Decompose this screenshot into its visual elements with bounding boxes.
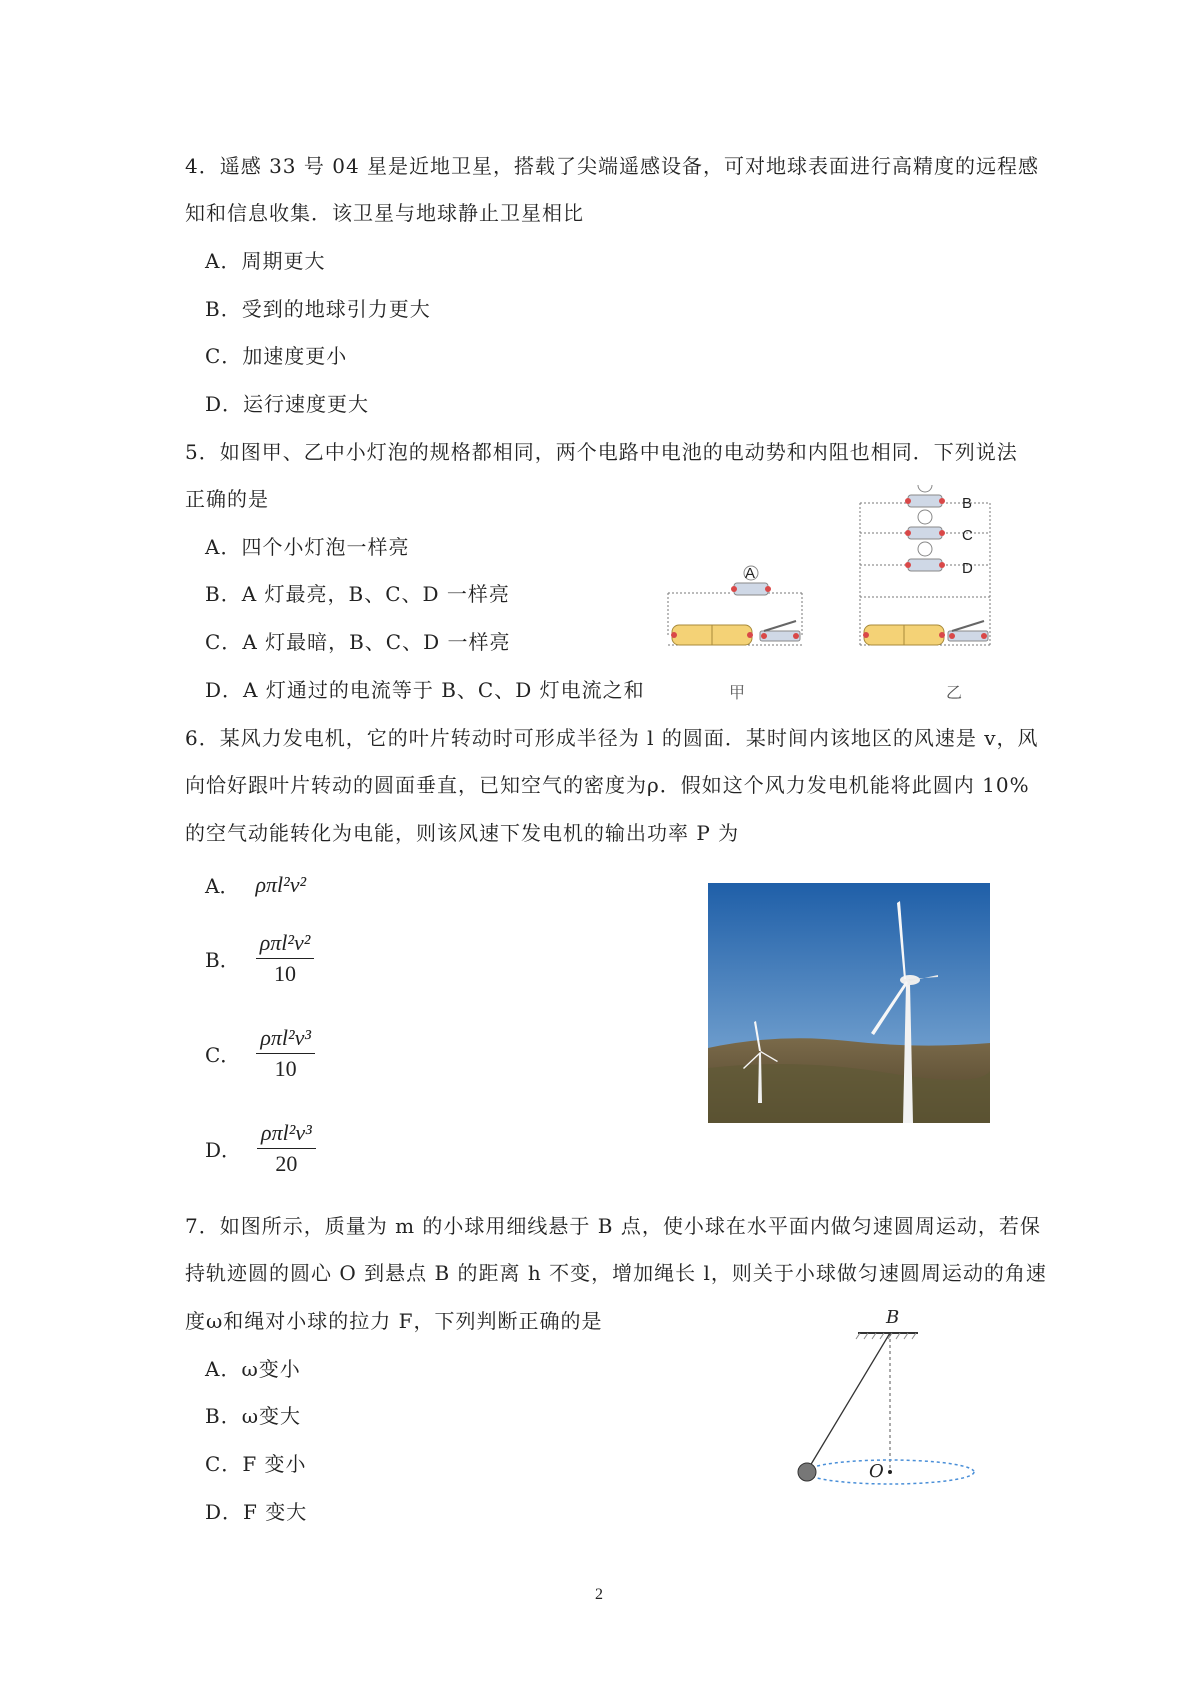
label-o: O xyxy=(869,1461,885,1482)
q7-stem-line1: 7．如图所示，质量为 m 的小球用细线悬于 B 点，使小球在水平面内做匀速圆周运动，若保 xyxy=(185,1214,1041,1238)
battery-yi-icon xyxy=(863,625,945,645)
q5-option-b: B．A 灯最亮，B、C、D 一样亮 xyxy=(205,582,510,606)
string-line xyxy=(807,1333,890,1471)
q4-option-a: A．周期更大 xyxy=(205,249,326,273)
option-letter: C． xyxy=(205,1043,241,1067)
option-letter: A． xyxy=(205,874,240,898)
denominator: 10 xyxy=(274,961,297,986)
switch-yi-icon xyxy=(948,621,988,641)
q7-option-a: A．ω变小 xyxy=(205,1357,301,1381)
q5-option-a: A．四个小灯泡一样亮 xyxy=(205,535,410,559)
q5-stem-line1: 5．如图甲、乙中小灯泡的规格都相同，两个电路中电池的电动势和内阻也相同．下列说法 xyxy=(185,440,1018,464)
conical-pendulum-figure xyxy=(790,1310,990,1500)
bulb-b-label: B xyxy=(962,495,974,512)
option-letter: D． xyxy=(205,1138,242,1162)
bulb-d-label: D xyxy=(962,560,974,577)
q6-option-c xyxy=(205,1025,315,1082)
numerator: ρπl²v² xyxy=(256,930,315,959)
q5-option-d: D．A 灯通过的电流等于 B、C、D 灯电流之和 xyxy=(205,678,645,702)
bulb-c-label: C xyxy=(962,527,974,544)
battery-jia-icon xyxy=(671,625,753,645)
q5-stem-line2: 正确的是 xyxy=(185,487,269,511)
q4-option-b: B．受到的地球引力更大 xyxy=(205,297,431,321)
denominator: 20 xyxy=(275,1151,298,1176)
q6-stem-line2: 向恰好跟叶片转动的圆面垂直，已知空气的密度为ρ．假如这个风力发电机能将此圆内 10% xyxy=(185,773,1030,797)
q5-option-c: C．A 灯最暗，B、C、D 一样亮 xyxy=(205,630,511,654)
page-number: 2 xyxy=(595,1586,603,1603)
denominator: 10 xyxy=(274,1056,297,1081)
formula: ρπl²v² xyxy=(255,871,307,897)
wind-turbine-photo xyxy=(708,883,990,1123)
q7-option-d: D．F 变大 xyxy=(205,1500,308,1524)
q7-option-c: C．F 变小 xyxy=(205,1452,307,1476)
q7-stem-line2: 持轨迹圆的圆心 O 到悬点 B 的距离 h 不变，增加绳长 l，则关于小球做匀速圆周运动的角速 xyxy=(185,1261,1047,1285)
circuit-jia xyxy=(668,566,802,645)
numerator: ρπl²v³ xyxy=(256,1025,315,1054)
q4-option-d: D．运行速度更大 xyxy=(205,392,370,416)
bulb-d-icon xyxy=(905,542,945,571)
q5-circuit-figure xyxy=(660,485,1040,665)
bulb-b-icon xyxy=(905,485,945,507)
ball-icon xyxy=(798,1463,816,1481)
q4-option-c: C．加速度更小 xyxy=(205,344,348,368)
q6-stem-line1: 6．某风力发电机，它的叶片转动时可形成半径为 l 的圆面．某时间内该地区的风速是 v，风 xyxy=(185,726,1039,750)
q6-option-b xyxy=(205,930,314,987)
figure-caption-jia: 甲 xyxy=(729,683,746,702)
figure-caption-yi: 乙 xyxy=(946,683,963,702)
q6-option-a xyxy=(205,870,306,899)
q6-stem-line3: 的空气动能转化为电能，则该风速下发电机的输出功率 P 为 xyxy=(185,821,740,845)
center-point xyxy=(888,1470,892,1474)
switch-jia-icon xyxy=(760,621,800,641)
label-b: B xyxy=(886,1307,901,1328)
numerator: ρπl²v³ xyxy=(257,1120,316,1149)
q4-stem-line2: 知和信息收集．该卫星与地球静止卫星相比 xyxy=(185,201,584,225)
option-letter: B． xyxy=(205,948,240,972)
q7-option-b: B．ω变大 xyxy=(205,1404,302,1428)
q4-stem-line1: 4．遥感 33 号 04 星是近地卫星，搭载了尖端遥感设备，可对地球表面进行高精度的远程感 xyxy=(185,154,1040,178)
q7-stem-line3: 度ω和绳对小球的拉力 F，下列判断正确的是 xyxy=(185,1309,603,1333)
bulb-c-icon xyxy=(905,510,945,539)
bulb-a-label: A xyxy=(745,565,757,582)
q6-option-d xyxy=(205,1120,316,1177)
